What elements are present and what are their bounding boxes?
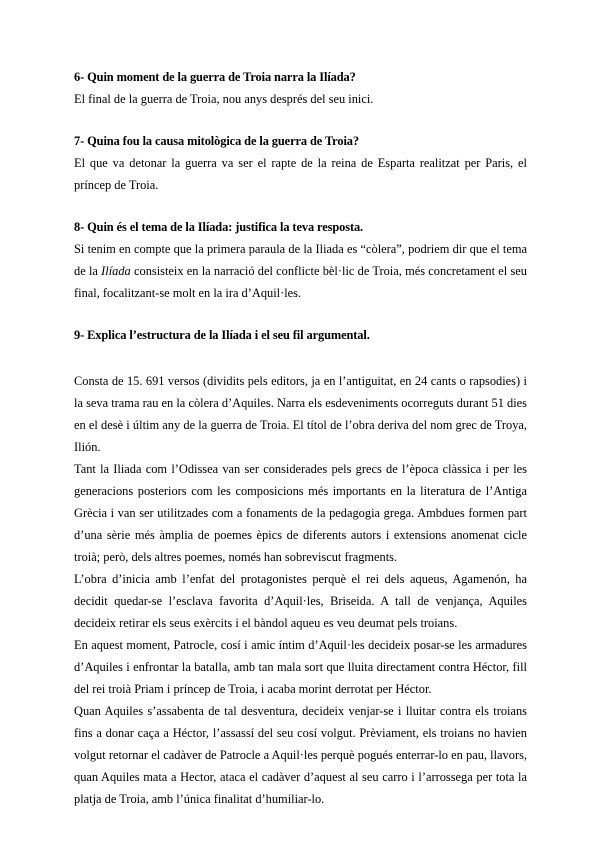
- spacer: [74, 346, 527, 370]
- question-6: [74, 66, 527, 110]
- question-answer-body: [74, 370, 527, 810]
- question-answer: [74, 238, 527, 304]
- answer-paragraph: Consta de 15. 691 versos (dividits pels editors, ja en l’antiguitat, en 24 cants o rapsodies) i la seva trama rau en la còlera d’Aquiles. Narra els esdeveniments ocorreguts durant 51 dies en el desè i últim any de la guerra de Troia. El títol de l’obra deriva del nom grec de Troya, Ilión.: [74, 374, 527, 454]
- question-9: [74, 324, 527, 810]
- answer-paragraph: Quan Aquiles s’assabenta de tal desventura, decideix venjar-se i lluitar contra els troians fins a donar caça a Héctor, l’assassí del seu cosí volgut. Prèviament, els troians no havien volgut retornar el cadàver de Patrocle a Aquil·les perquè pogués enterrar-lo en pau, llavors, quan Aquiles mata a Hector, ataca el cadàver d’aquest al seu carro i l’arrossega per tota la platja de Troia, amb l’única finalitat d’humiliar-lo.: [74, 704, 527, 806]
- spacer: [74, 110, 527, 130]
- spacer: [74, 304, 527, 324]
- answer-paragraph: En aquest moment, Patrocle, cosí i amic íntim d’Aquil·les decideix posar-se les armadures d’Aquiles i enfrontar la batalla, amb tan mala sort que lluita directament contra Héctor, fill del rei troià Priam i príncep de Troia, i acaba morint derrotat per Héctor.: [74, 638, 527, 696]
- answer-text: consisteix en la narració del conflicte bèl·lic de Troia, més concretament el seu final, focalitzant-se molt en la ira d’Aquil·les.: [74, 264, 527, 300]
- question-heading: 9- Explica l’estructura de la Ilíada i el seu fil argumental.: [74, 328, 370, 342]
- question-heading: 7- Quina fou la causa mitològica de la guerra de Troia?: [74, 134, 359, 148]
- spacer: [74, 196, 527, 216]
- question-8: [74, 216, 527, 304]
- question-heading: 6- Quin moment de la guerra de Troia narra la Ilíada?: [74, 70, 356, 84]
- question-answer: El que va detonar la guerra va ser el rapte de la reina de Esparta realitzat per Paris, el príncep de Troia.: [74, 156, 527, 192]
- question-7: [74, 130, 527, 196]
- answer-paragraph: L’obra d’inicia amb l’enfat del protagonistes perquè el rei dels aqueus, Agamenón, ha decidit quedar-se l’esclava favorita d’Aquil·les, Briseida. A tall de venjança, Aquiles decideix retirar els seus exèrcits i el bàndol aqueu es veu deumat pels troians.: [74, 572, 527, 630]
- answer-paragraph: Tant la Iliada com l’Odissea van ser considerades pels grecs de l’època clàssica i per les generacions posteriors com les composicions més importants en la literatura de l’Antiga Grècia i van ser utilitzades com a fonaments de la pedagogia grega. Ambdues formen part d’una sèrie més àmplia de poemes èpics de diferents autors i extensions anomenat cicle troià; però, dels altres poemes, només han sobreviscut fragments.: [74, 462, 527, 564]
- answer-italic-title: Ilíada: [101, 264, 131, 278]
- question-answer: El final de la guerra de Troia, nou anys després del seu inici.: [74, 92, 374, 106]
- answer-text: Si tenim en compte que la primera paraula de la Iliada es “còlera”, podriem dir que el tema de la: [74, 242, 527, 278]
- question-heading: 8- Quin és el tema de la Ilíada: justifica la teva resposta.: [74, 220, 364, 234]
- document-content: [74, 66, 527, 810]
